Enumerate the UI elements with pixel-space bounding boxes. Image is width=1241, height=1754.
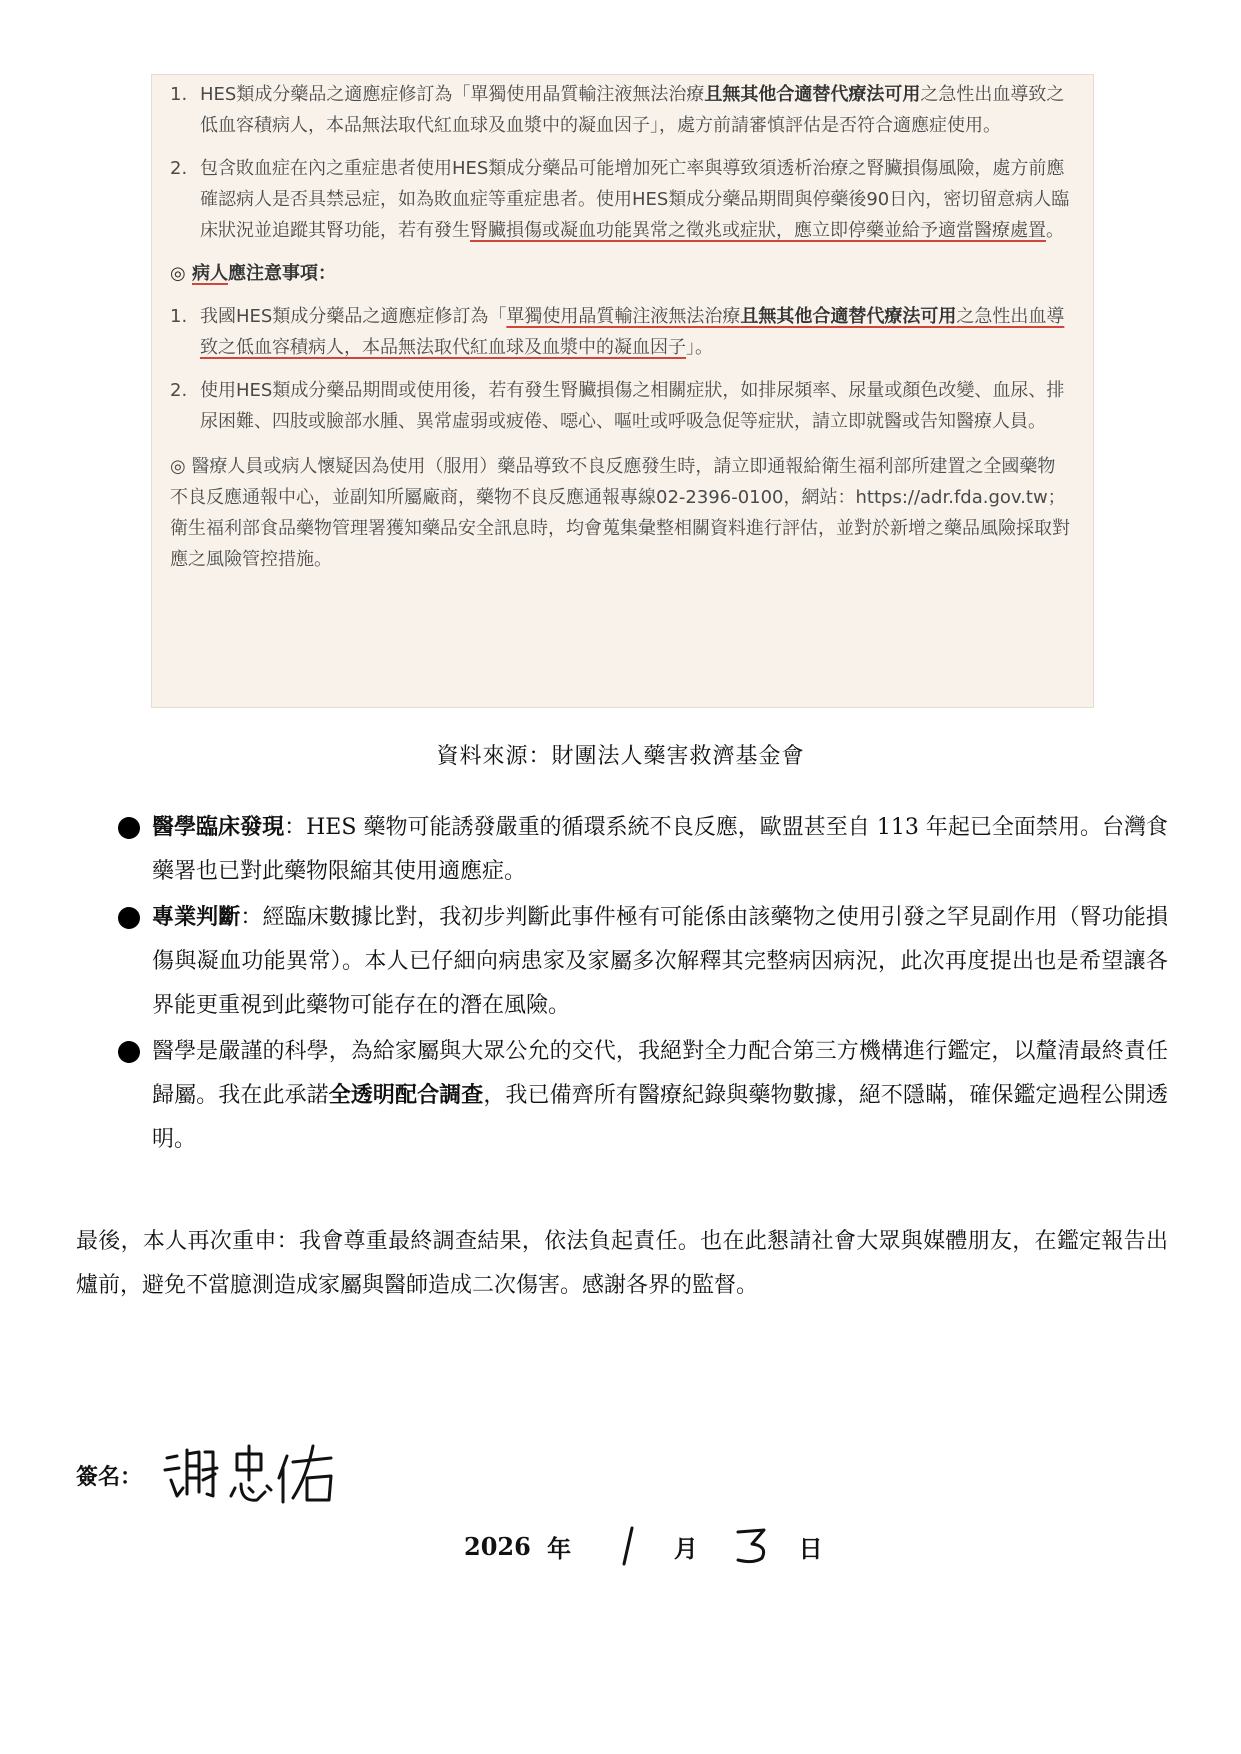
item-number: 2. (170, 158, 188, 179)
doctor-notice-item-1 (170, 79, 1071, 141)
bullet-item-investigation (118, 1030, 1168, 1162)
adr-report-paragraph: ◎ 醫療人員或病人懷疑因為使用（服用）藥品導致不良反應發生時，請立即通報給衛生福利部所建置之全國藥物不良反應通報中心，並副知所屬廠商，藥物不良反應通報專線02-2396-0100，網站：https://adr.fda.gov.tw；衛生福利部食品藥物管理署獲知藥品安全訊息時，均會蒐集彙整相關資料進行評估，並對於新增之藥品風險採取對應之風險管控措施。 (170, 456, 1070, 570)
heading-prefix: ◎ (170, 263, 192, 284)
item-underlined-text: 腎臟損傷或凝血功能異常之徵兆或症狀，應立即停藥並給予適當醫療處置 (470, 220, 1046, 241)
bullet-text: ，我已備齊所有醫療紀錄與藥物數據，絕不隱瞞，確保鑑定過程公開透明。 (152, 1083, 1168, 1152)
handwritten-month (616, 1524, 642, 1568)
doctor-notice-list (170, 79, 1071, 246)
doctor-notice-item-2 (170, 153, 1071, 246)
bullet-text: ：經臨床數據比對，我初步判斷此事件極有可能係由該藥物之使用引發之罕見副作用（腎功能損傷與凝血功能異常）。本人已仔細向病患家及家屬多次解釋其完整病因病況，此次再度提出也是希望讓各界能更重視到此藥物可能存在的潛在風險。 (152, 905, 1168, 1018)
bullet-text: ：HES 藥物可能誘發嚴重的循環系統不良反應，歐盟甚至自 113 年起已全面禁用。台灣食藥署也已對此藥物限縮其使用適應症。 (152, 815, 1168, 884)
item-text: HES類成分藥品之適應症修訂為「單獨使用晶質輸注液無法治療 (200, 84, 705, 105)
date-year-unit: 年 (547, 1533, 572, 1563)
source-caption: 資料來源：財團法人藥害救濟基金會 (436, 744, 805, 769)
bullet-dot-icon (118, 907, 140, 929)
item-text: 。 (1046, 220, 1064, 241)
item-text: 使用HES類成分藥品期間或使用後，若有發生腎臟損傷之相關症狀，如排尿頻率、尿量或顏色改變、血尿、排尿困難、四肢或臉部水腫、異常虛弱或疲倦、噁心、嘔吐或呼吸急促等症狀，請立即就醫或告知醫療人員。 (200, 380, 1065, 432)
heading-rest: 應注意事項： (227, 263, 336, 284)
bullet-heading: 專業判斷 (152, 905, 241, 930)
bullet-bold-text: 全透明配合調查 (328, 1083, 484, 1108)
date-year: 2026 (464, 1531, 531, 1561)
signature-label: 簽名： (76, 1465, 143, 1490)
bullet-list (118, 806, 1168, 1162)
item-text: 我國HES類成分藥品之適應症修訂為「 (200, 306, 507, 327)
item-underlined-text: 單獨使用晶質輸注液無法治療 (506, 306, 741, 327)
date-day (732, 1526, 772, 1566)
handwritten-day (732, 1526, 772, 1566)
bullet-text: 醫學是嚴謹的科學，為給家屬與大眾公允的交代，我絕對全力配合第三方機構進行鑑定，以釐清最終責任歸屬。我在此承諾 (152, 1039, 1168, 1108)
item-underlined-text: 之急性出血導致之低血容積病人，本品無法取代紅血球及血漿中的凝血因子 (200, 306, 1065, 358)
bullet-heading: 醫學臨床發現 (152, 815, 285, 840)
signing-date (464, 1524, 823, 1568)
item-text: 之急性出血導致之低血容積病人，本品無法取代紅血球及血漿中的凝血因子」，處方前請審慎評估是否符合適應症使用。 (200, 84, 1065, 136)
patient-notice-list (170, 301, 1071, 437)
item-number: 2. (170, 380, 188, 401)
patient-notice-heading (170, 258, 1071, 289)
item-number: 1. (170, 306, 188, 327)
bullet-item-professional-judgment (118, 896, 1168, 1028)
item-bold-text: 且無其他合適替代療法可用 (704, 84, 921, 105)
adr-notice-box (151, 74, 1094, 708)
patient-notice-item-2 (170, 375, 1071, 437)
item-text: 」。 (686, 337, 713, 358)
bullet-item-clinical-finding (118, 806, 1168, 894)
bullet-dot-icon (118, 817, 140, 839)
heading-underlined: 病人 (191, 263, 228, 284)
date-day-unit: 日 (798, 1533, 823, 1563)
handwritten-signature (161, 1436, 361, 1516)
item-text: 包含敗血症在內之重症患者使用HES類成分藥品可能增加死亡率與導致須透析治療之腎臟損傷風險，處方前應確認病人是否具禁忌症，如為敗血症等重症患者。使用HES類成分藥品期間與停藥後90日內，密切留意病人臨床狀況並追蹤其腎功能，若有發生 (200, 158, 1070, 241)
closing-paragraph: 最後，本人再次重申：我會尊重最終調查結果，依法負起責任。也在此懇請社會大眾與媒體朋友，在鑑定報告出爐前，避免不當臆測造成家屬與醫師造成二次傷害。感謝各界的監督。 (76, 1229, 1168, 1298)
item-underlined-bold-text: 且無其他合適替代療法可用 (740, 306, 957, 327)
patient-notice-item-1 (170, 301, 1071, 363)
date-month (616, 1524, 642, 1568)
bullet-dot-icon (118, 1041, 140, 1063)
date-month-unit: 月 (673, 1533, 698, 1563)
item-number: 1. (170, 84, 188, 105)
